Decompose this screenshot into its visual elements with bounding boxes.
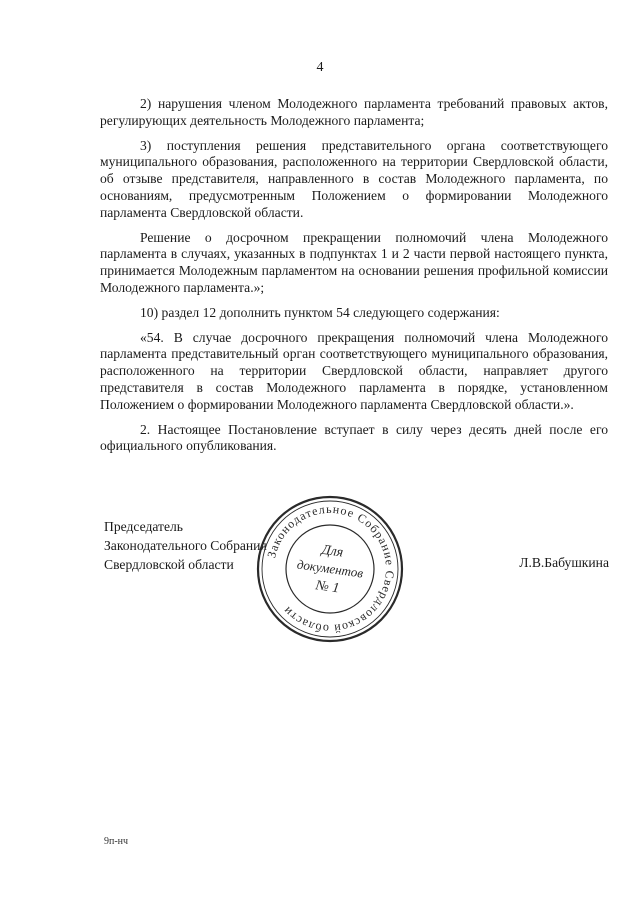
- paragraph-effective-date: 2. Настоящее Постановление вступает в силу через десять дней после его официального опубликования.: [100, 421, 608, 454]
- paragraph-item-3: 3) поступления решения представительного органа соответствующего муниципального образования, расположенного на территории Свердловской области, об отзыве представителя, направленного в состав Молодежного парламента, по основаниям, предусмотренным Положением о формировании Молодежного парламента Свердловской области.: [100, 137, 608, 220]
- signatory-name: Л.В.Бабушкина: [519, 555, 609, 570]
- seal-center-line-3: № 1: [314, 578, 341, 597]
- paragraph-point-54: «54. В случае досрочного прекращения полномочий члена Молодежного парламента представительный орган соответствующего муниципального образования, расположенного на территории Свердловской области, направляет другого представителя в состав Молодежного парламента в порядке, установленном Положением о формировании Молодежного парламента Свердловской области.».: [100, 329, 608, 412]
- document-body: [100, 96, 608, 463]
- official-seal: [254, 493, 406, 645]
- paragraph-decision: Решение о досрочном прекращении полномочий члена Молодежного парламента в случаях, указанных в подпунктах 1 и 2 части первой настоящего пункта, принимается Молодежным парламентом на основании решения профильной комиссии Молодежного парламента.»;: [100, 229, 608, 295]
- signatory-title-line-2: Законодательного Собрания: [104, 538, 267, 553]
- seal-ring-textpath: Законодательное Собрание Свердловской области: [264, 501, 398, 637]
- signatory-title-line-3: Свердловской области: [104, 557, 234, 572]
- seal-center-line-2: документов: [296, 556, 365, 581]
- seal-center-line-1: Для: [320, 542, 345, 561]
- footer-code: 9п-нч: [104, 836, 129, 847]
- paragraph-item-2: 2) нарушения членом Молодежного парламента требований правовых актов, регулирующих деятельность Молодежного парламента;: [100, 96, 608, 128]
- signatory-title-line-1: Председатель: [104, 519, 183, 534]
- page-number: 4: [316, 60, 324, 75]
- paragraph-item-10: 10) раздел 12 дополнить пунктом 54 следующего содержания:: [140, 304, 500, 320]
